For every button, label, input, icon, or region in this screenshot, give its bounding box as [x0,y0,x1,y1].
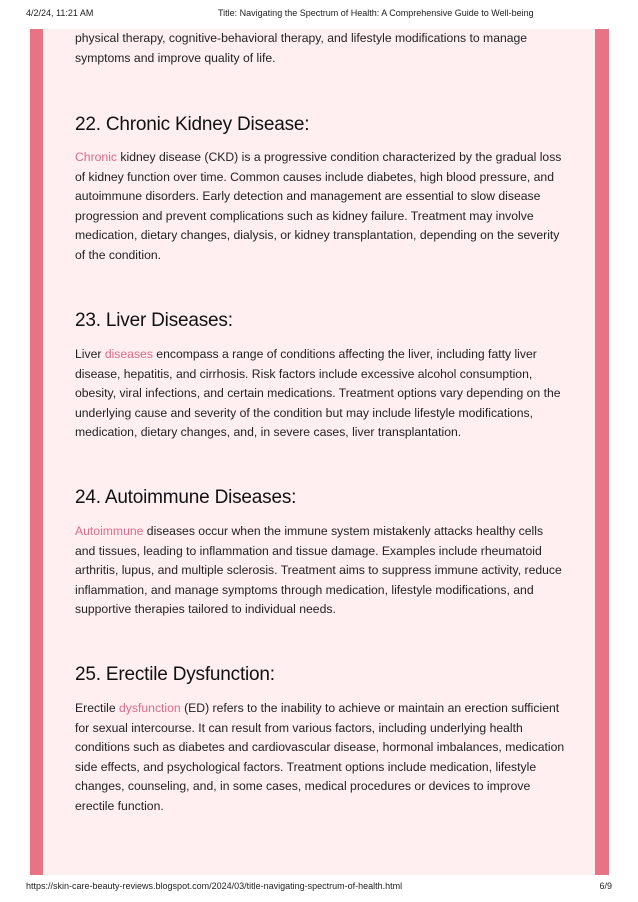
section-paragraph [75,148,565,266]
print-footer [0,876,638,902]
print-header [0,0,638,26]
section-paragraph-block [75,345,565,443]
section-heading-block [75,310,565,332]
section-paragraph-block [75,148,565,266]
section-paragraph-block [75,522,565,620]
print-title: Title: Navigating the Spectrum of Health: A Comprehensive Guide to Well-being [218,8,534,18]
section-heading: 22. Chronic Kidney Disease: [75,114,310,135]
print-url[interactable]: https://skin-care-beauty-reviews.blogspot.com/2024/03/title-navigating-spectrum-of-health.html [26,881,403,891]
print-datetime: 4/2/24, 11:21 AM [26,8,94,18]
section-paragraph-block [75,699,565,817]
section-heading-block [75,664,565,686]
page-number: 6/9 [599,881,612,891]
section-heading-block [75,487,565,509]
section-heading: 25. Erectile Dysfunction: [75,664,275,685]
paragraph-body: (ED) refers to the inability to achieve or maintain an erection sufficient for sexual intercourse. It can result from various factors, including underlying health conditions such as diabetes and cardiovascular disease, hormonal imbalances, medication side effects, and psychological factors. Treatment options include medication, lifestyle changes, counseling, and, in some cases, medical procedures or devices to improve erectile function. [75,701,565,813]
paragraph-body: kidney disease (CKD) is a progressive condition characterized by the gradual loss of kidney function over time. Common causes include diabetes, high blood pressure, and autoimmune disorders. Early detection and management are essential to slow disease progression and prevent complications such as kidney failure. Treatment may involve medication, dietary changes, dialysis, or kidney transplantation, depending on the severity of the condition. [75,150,562,262]
article-content [43,29,595,875]
paragraph-lead: Erectile [75,701,120,715]
intro-paragraph-block [75,29,565,68]
section-heading: 23. Liver Diseases: [75,310,233,331]
intro-paragraph: physical therapy, cognitive-behavioral therapy, and lifestyle modifications to manage symptoms and improve quality of life. [75,31,528,65]
section-paragraph [75,699,565,817]
section-heading: 24. Autoimmune Diseases: [75,487,297,508]
inline-link[interactable]: diseases [104,347,153,361]
section-heading-block [75,114,565,136]
paragraph-lead: Liver [75,347,105,361]
inline-link[interactable]: dysfunction [119,701,181,715]
inline-link[interactable]: Chronic [75,150,117,164]
section-paragraph [75,345,565,443]
inline-link[interactable]: Autoimmune [75,524,144,538]
section-paragraph [75,522,565,620]
paragraph-body: diseases occur when the immune system mistakenly attacks healthy cells and tissues, leading to inflammation and tissue damage. Examples include rheumatoid arthritis, lupus, and multiple sclerosis. Treatment aims to suppress immune activity, reduce inflammation, and manage symptoms through medication, lifestyle modifications, and supportive therapies tailored to individual needs. [75,524,562,617]
paragraph-body: encompass a range of conditions affecting the liver, including fatty liver disease, hepatitis, and cirrhosis. Risk factors include excessive alcohol consumption, obesity, viral infections, and certain medications. Treatment options vary depending on the underlying cause and severity of the condition but may include lifestyle modifications, medication, dietary changes, and, in severe cases, liver transplantation. [75,347,561,440]
